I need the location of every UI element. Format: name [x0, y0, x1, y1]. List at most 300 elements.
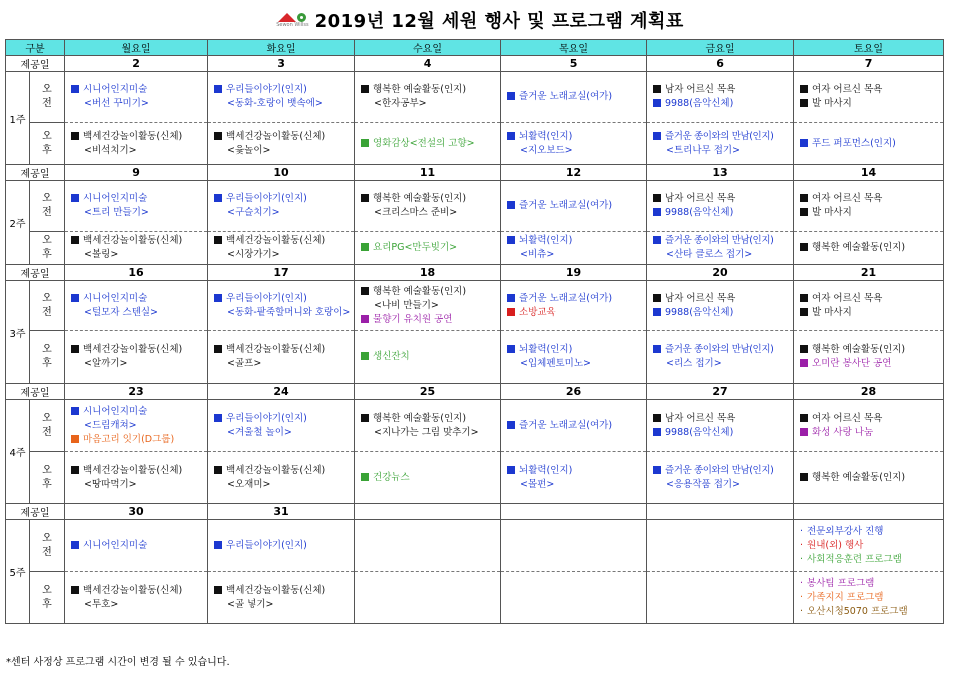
entry-text: 즐거운 종이와의 만남(인지) — [665, 130, 774, 142]
bullet-square-icon — [653, 414, 661, 422]
entry-text: <동화-호랑이 뱃속에> — [227, 98, 323, 109]
entry-text: <비석치기> — [84, 144, 137, 156]
bullet-square-icon — [653, 236, 661, 244]
schedule-entry — [71, 130, 203, 144]
entry-text: 오산시청5070 프로그램 — [807, 605, 908, 617]
activity-cell — [647, 400, 794, 452]
schedule-entry — [800, 577, 939, 591]
bullet-square-icon — [361, 194, 369, 202]
schedule-entry — [507, 199, 642, 213]
activity-cell — [65, 281, 208, 331]
week-label: 4주 — [6, 400, 30, 504]
entry-text: 건강뉴스 — [373, 471, 410, 483]
schedule-entry — [214, 584, 350, 598]
activity-cell — [794, 281, 944, 331]
week-label: 3주 — [6, 281, 30, 384]
activity-cell — [355, 452, 501, 504]
schedule-entry — [214, 83, 350, 97]
date-cell: 24 — [208, 384, 355, 400]
entry-text: <몰펀> — [520, 478, 555, 490]
date-cell: 14 — [794, 165, 944, 181]
date-row — [6, 165, 944, 181]
activity-cell — [65, 232, 208, 265]
schedule-entry — [214, 478, 350, 492]
bullet-square-icon — [653, 308, 661, 316]
bullet-square-icon — [507, 466, 515, 474]
entry-text: 뇌활력(인지) — [519, 464, 573, 476]
schedule-entry — [507, 144, 642, 158]
date-row — [6, 56, 944, 72]
entry-text: <트리나무 접기> — [666, 144, 741, 156]
entry-text: <드림캐쳐> — [84, 419, 137, 431]
day-header: 수요일 — [355, 40, 501, 56]
activity-cell — [794, 400, 944, 452]
schedule-entry — [653, 144, 789, 158]
bullet-dot-icon: · — [800, 539, 804, 551]
entry-text: 마음고리 잇기(D그룹) — [83, 433, 175, 445]
bullet-square-icon — [214, 194, 222, 202]
entry-text: <오재미> — [227, 478, 271, 490]
pm-row — [6, 123, 944, 165]
bullet-square-icon — [653, 345, 661, 353]
entry-text: 발 마사지 — [812, 98, 852, 109]
entry-text: 시니어인지미술 — [83, 84, 148, 95]
entry-text: 행복한 예술활동(인지) — [373, 84, 467, 95]
entry-text: 우리들이야기(인지) — [226, 84, 307, 95]
schedule-entry — [71, 419, 203, 433]
date-cell — [647, 504, 794, 520]
schedule-entry — [71, 83, 203, 97]
bullet-square-icon — [214, 586, 222, 594]
date-row-label: 제공일 — [6, 504, 65, 520]
bullet-square-icon — [507, 345, 515, 353]
entry-text: 행복한 예술활동(인지) — [373, 285, 467, 297]
bullet-square-icon — [71, 132, 79, 140]
entry-text: 푸드 퍼포먼스(인지) — [812, 137, 896, 149]
bullet-square-icon — [653, 99, 661, 107]
schedule-entry — [214, 206, 350, 220]
bullet-square-icon — [361, 287, 369, 295]
date-cell: 20 — [647, 265, 794, 281]
activity-cell — [208, 232, 355, 265]
schedule-entry — [507, 357, 642, 371]
schedule-entry — [800, 412, 939, 426]
entry-text: 원내(외) 행사 — [807, 539, 864, 551]
date-row-label: 제공일 — [6, 56, 65, 72]
entry-text: 백세건강놀이활동(신체) — [83, 584, 183, 596]
schedule-entry — [800, 426, 939, 440]
bullet-square-icon — [71, 345, 79, 353]
category-header: 구분 — [6, 40, 65, 56]
bullet-square-icon — [653, 466, 661, 474]
entry-text: 백세건강놀이활동(신체) — [83, 130, 183, 142]
bullet-square-icon — [361, 414, 369, 422]
bullet-square-icon — [507, 236, 515, 244]
bullet-square-icon — [214, 466, 222, 474]
schedule-table — [5, 39, 944, 624]
logo-text: Sewon Willss — [276, 21, 309, 28]
activity-cell — [208, 181, 355, 232]
schedule-entry — [653, 306, 789, 320]
activity-cell — [501, 400, 647, 452]
entry-text: 우리들이야기(인지) — [226, 412, 307, 424]
activity-cell — [501, 331, 647, 384]
date-row — [6, 504, 944, 520]
bullet-square-icon — [71, 194, 79, 202]
schedule-entry — [800, 539, 939, 553]
schedule-entry — [361, 350, 496, 364]
activity-cell — [355, 281, 501, 331]
entry-text: 뇌활력(인지) — [519, 235, 573, 246]
entry-text: 남자 어르신 목욕 — [665, 412, 736, 424]
bullet-square-icon — [653, 208, 661, 216]
date-cell: 25 — [355, 384, 501, 400]
activity-cell — [501, 572, 647, 624]
activity-cell — [794, 520, 944, 572]
activity-cell — [647, 572, 794, 624]
schedule-entry — [653, 412, 789, 426]
date-cell: 4 — [355, 56, 501, 72]
schedule-entry — [361, 137, 496, 151]
entry-text: 시니어인지미술 — [83, 405, 148, 417]
bullet-square-icon — [214, 294, 222, 302]
date-cell: 30 — [65, 504, 208, 520]
date-cell — [355, 504, 501, 520]
schedule-entry — [507, 130, 642, 144]
activity-cell — [501, 232, 647, 265]
activity-cell — [794, 572, 944, 624]
bullet-square-icon — [361, 139, 369, 147]
entry-text: 백세건강놀이활동(신체) — [83, 464, 183, 476]
schedule-entry — [214, 192, 350, 206]
entry-text: 백세건강놀이활동(신체) — [226, 584, 326, 596]
bullet-square-icon — [800, 208, 808, 216]
entry-text: 물향기 유치원 공연 — [373, 313, 453, 325]
entry-text: <골 넣기> — [227, 598, 274, 610]
pm-label: 오 후 — [30, 452, 65, 504]
date-cell — [794, 504, 944, 520]
schedule-entry — [507, 248, 642, 262]
activity-cell — [208, 123, 355, 165]
entry-text: 우리들이야기(인지) — [226, 539, 307, 551]
bullet-square-icon — [653, 428, 661, 436]
entry-text: <리스 접기> — [666, 358, 722, 369]
activity-cell — [501, 181, 647, 232]
schedule-entry — [214, 306, 350, 320]
bullet-square-icon — [71, 435, 79, 443]
entry-text: <응용작품 접기> — [666, 478, 741, 490]
entry-text: 여자 어르신 목욕 — [812, 412, 883, 424]
schedule-entry — [800, 605, 939, 619]
entry-text: 여자 어르신 목욕 — [812, 292, 883, 304]
bullet-square-icon — [214, 132, 222, 140]
schedule-entry — [71, 539, 203, 553]
schedule-entry — [214, 234, 350, 248]
bullet-square-icon — [800, 99, 808, 107]
schedule-entry — [653, 248, 789, 262]
schedule-entry — [361, 412, 496, 426]
entry-text: <알까기> — [84, 358, 128, 369]
bullet-square-icon — [507, 308, 515, 316]
entry-text: 발 마사지 — [812, 306, 852, 318]
entry-text: 남자 어르신 목욕 — [665, 292, 736, 304]
entry-text: 백세건강놀이활동(신체) — [226, 464, 326, 476]
week-label: 2주 — [6, 181, 30, 265]
date-cell: 21 — [794, 265, 944, 281]
activity-cell — [501, 123, 647, 165]
schedule-entry — [800, 192, 939, 206]
entry-text: 즐거운 종이와의 만남(인지) — [665, 235, 774, 246]
day-header-row — [6, 40, 944, 56]
bullet-square-icon — [71, 466, 79, 474]
schedule-entry — [71, 433, 203, 447]
bullet-square-icon — [800, 428, 808, 436]
activity-cell — [794, 123, 944, 165]
schedule-entry — [800, 306, 939, 320]
schedule-entry — [214, 97, 350, 111]
pm-label: 오 후 — [30, 572, 65, 624]
schedule-entry — [214, 144, 350, 158]
page-header — [0, 6, 960, 34]
date-cell: 17 — [208, 265, 355, 281]
schedule-entry — [71, 206, 203, 220]
schedule-entry — [71, 306, 203, 320]
bullet-square-icon — [800, 85, 808, 93]
schedule-entry — [214, 343, 350, 357]
activity-cell — [501, 281, 647, 331]
activity-cell — [501, 520, 647, 572]
schedule-entry — [653, 234, 789, 248]
date-row — [6, 384, 944, 400]
pm-row — [6, 331, 944, 384]
entry-text: <털모자 스텐실> — [84, 306, 159, 318]
entry-text: 시니어인지미술 — [83, 539, 148, 551]
schedule-entry — [800, 241, 939, 255]
bullet-square-icon — [800, 345, 808, 353]
entry-text: 행복한 예술활동(인지) — [373, 412, 467, 424]
schedule-entry — [361, 97, 496, 111]
entry-text: 백세건강놀이활동(신체) — [226, 344, 326, 355]
schedule-entry — [653, 83, 789, 97]
schedule-entry — [71, 144, 203, 158]
activity-cell — [647, 72, 794, 123]
bullet-square-icon — [214, 345, 222, 353]
entry-text: <비츄> — [520, 249, 555, 260]
bullet-square-icon — [361, 315, 369, 323]
date-cell: 12 — [501, 165, 647, 181]
entry-text: 9988(음악신체) — [665, 98, 734, 109]
activity-cell — [794, 452, 944, 504]
date-cell: 26 — [501, 384, 647, 400]
activity-cell — [647, 123, 794, 165]
bullet-square-icon — [71, 85, 79, 93]
entry-text: 여자 어르신 목욕 — [812, 84, 883, 95]
bullet-square-icon — [361, 243, 369, 251]
activity-cell — [208, 452, 355, 504]
schedule-entry — [214, 426, 350, 440]
bullet-dot-icon: · — [800, 553, 804, 565]
schedule-entry — [71, 97, 203, 111]
activity-cell — [647, 331, 794, 384]
bullet-dot-icon: · — [800, 577, 804, 589]
week-label: 1주 — [6, 72, 30, 165]
am-label: 오 전 — [30, 400, 65, 452]
entry-text: 요리PG<만두빚기> — [373, 242, 458, 253]
schedule-entry — [214, 248, 350, 262]
entry-text: <버선 꾸미기> — [84, 98, 149, 109]
bullet-square-icon — [800, 473, 808, 481]
bullet-square-icon — [361, 85, 369, 93]
date-row-label: 제공일 — [6, 384, 65, 400]
schedule-entry — [361, 471, 496, 485]
day-header: 월요일 — [65, 40, 208, 56]
bullet-square-icon — [653, 85, 661, 93]
activity-cell — [65, 572, 208, 624]
entry-text: 행복한 예술활동(인지) — [812, 471, 906, 483]
schedule-entry — [361, 241, 496, 255]
schedule-entry — [653, 97, 789, 111]
activity-cell — [208, 520, 355, 572]
entry-text: 뇌활력(인지) — [519, 344, 573, 355]
entry-text: <볼링> — [84, 249, 119, 260]
bullet-square-icon — [507, 92, 515, 100]
entry-text: 행복한 예술활동(인지) — [812, 242, 906, 253]
activity-cell — [647, 520, 794, 572]
entry-text: <동화-팥죽할머니와 호랑이> — [227, 306, 351, 318]
entry-text: 즐거운 종이와의 만남(인지) — [665, 344, 774, 355]
schedule-entry — [800, 137, 939, 151]
date-cell: 10 — [208, 165, 355, 181]
bullet-square-icon — [800, 414, 808, 422]
entry-text: <입체펜토미노> — [520, 358, 591, 369]
entry-text: 발 마사지 — [812, 207, 852, 218]
activity-cell — [794, 72, 944, 123]
entry-text: 화성 사랑 나눔 — [812, 426, 874, 438]
schedule-entry — [653, 130, 789, 144]
day-header: 금요일 — [647, 40, 794, 56]
week-label: 5주 — [6, 520, 30, 624]
entry-text: 즐거운 종이와의 만남(인지) — [665, 464, 774, 476]
bullet-square-icon — [507, 201, 515, 209]
date-cell: 31 — [208, 504, 355, 520]
bullet-square-icon — [800, 308, 808, 316]
date-cell: 3 — [208, 56, 355, 72]
bullet-square-icon — [214, 541, 222, 549]
bullet-square-icon — [214, 236, 222, 244]
entry-text: 즐거운 노래교실(여가) — [519, 91, 613, 102]
entry-text: 9988(음악신체) — [665, 306, 734, 318]
entry-text: 영화감상<전설의 고향> — [373, 137, 475, 149]
schedule-entry — [800, 357, 939, 371]
day-header: 토요일 — [794, 40, 944, 56]
entry-text: 즐거운 노래교실(여가) — [519, 419, 613, 431]
schedule-entry — [71, 343, 203, 357]
entry-text: 남자 어르신 목욕 — [665, 84, 736, 95]
schedule-entry — [653, 192, 789, 206]
activity-cell — [794, 232, 944, 265]
entry-text: 봉사팀 프로그램 — [807, 577, 875, 589]
schedule-entry — [71, 292, 203, 306]
activity-cell — [65, 72, 208, 123]
activity-cell — [501, 452, 647, 504]
entry-text: <시장가기> — [227, 249, 280, 260]
entry-text: <윷놀이> — [227, 144, 271, 156]
schedule-entry — [653, 357, 789, 371]
bullet-square-icon — [214, 414, 222, 422]
schedule-entry — [507, 306, 642, 320]
date-cell: 27 — [647, 384, 794, 400]
bullet-dot-icon: · — [800, 525, 804, 537]
schedule-entry — [507, 464, 642, 478]
activity-cell — [65, 123, 208, 165]
entry-text: <땅따먹기> — [84, 478, 137, 490]
activity-cell — [355, 520, 501, 572]
entry-text: <트리 만들기> — [84, 207, 149, 218]
bullet-square-icon — [800, 139, 808, 147]
entry-text: <지나가는 그림 맞추기> — [374, 426, 479, 438]
schedule-entry — [214, 539, 350, 553]
bullet-square-icon — [800, 359, 808, 367]
bullet-square-icon — [71, 541, 79, 549]
schedule-entry — [361, 426, 496, 440]
logo — [276, 13, 308, 28]
bullet-square-icon — [800, 294, 808, 302]
entry-text: 우리들이야기(인지) — [226, 193, 307, 204]
schedule-entry — [71, 478, 203, 492]
bullet-square-icon — [507, 294, 515, 302]
am-label: 오 전 — [30, 520, 65, 572]
date-cell: 7 — [794, 56, 944, 72]
logo-mark-icon — [278, 13, 306, 22]
entry-text: 즐거운 노래교실(여가) — [519, 292, 613, 304]
bullet-dot-icon: · — [800, 591, 804, 603]
am-label: 오 전 — [30, 281, 65, 331]
entry-text: <크리스마스 준비> — [374, 207, 458, 218]
entry-text: <산타 클로스 접기> — [666, 249, 753, 260]
am-row — [6, 281, 944, 331]
schedule-entry — [507, 478, 642, 492]
activity-cell — [647, 232, 794, 265]
date-cell: 9 — [65, 165, 208, 181]
schedule-entry — [361, 206, 496, 220]
activity-cell — [65, 452, 208, 504]
entry-text: 시니어인지미술 — [83, 193, 148, 204]
schedule-entry — [800, 553, 939, 567]
activity-cell — [65, 520, 208, 572]
schedule-entry — [214, 357, 350, 371]
date-cell: 11 — [355, 165, 501, 181]
date-cell: 18 — [355, 265, 501, 281]
schedule-entry — [214, 130, 350, 144]
entry-text: 9988(음악신체) — [665, 426, 734, 438]
am-label: 오 전 — [30, 181, 65, 232]
schedule-entry — [800, 471, 939, 485]
schedule-entry — [71, 357, 203, 371]
pm-label: 오 후 — [30, 232, 65, 265]
schedule-entry — [507, 292, 642, 306]
schedule-entry — [214, 464, 350, 478]
entry-text: <겨울철 놀이> — [227, 426, 292, 438]
activity-cell — [208, 572, 355, 624]
schedule-entry — [800, 97, 939, 111]
schedule-entry — [214, 412, 350, 426]
day-header: 화요일 — [208, 40, 355, 56]
activity-cell — [208, 400, 355, 452]
pm-row — [6, 572, 944, 624]
schedule-entry — [800, 525, 939, 539]
activity-cell — [647, 452, 794, 504]
schedule-entry — [653, 292, 789, 306]
